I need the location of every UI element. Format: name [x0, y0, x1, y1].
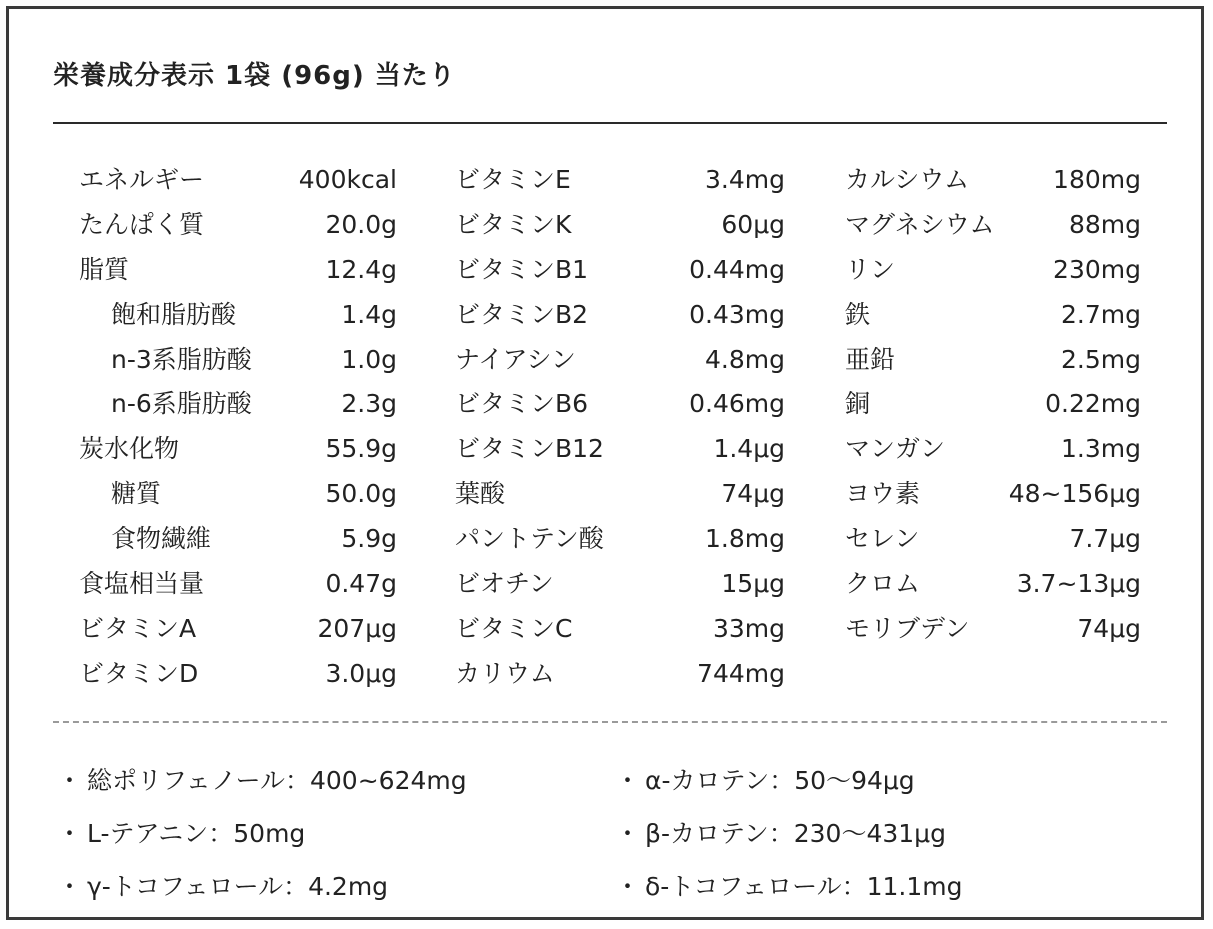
nutrient-name: 銅: [845, 389, 871, 419]
nutrient-value: 15μg: [721, 569, 785, 599]
nutrient-row: [455, 517, 785, 562]
nutrient-name: クロム: [845, 569, 921, 599]
nutrient-value: 55.9g: [325, 434, 397, 464]
note-item: [615, 807, 962, 860]
nutrient-row: [455, 652, 785, 697]
note-item: [57, 807, 467, 860]
nutrient-row: [845, 338, 1141, 383]
nutrient-row: [79, 517, 397, 562]
nutrient-value: 0.44mg: [689, 254, 785, 284]
nutrient-row: [845, 427, 1141, 472]
nutrient-name: ビタミンD: [79, 658, 199, 688]
nutrient-value: 50.0g: [325, 479, 397, 509]
nutrient-name: ビタミンB1: [455, 254, 589, 284]
bullet: ・: [615, 819, 641, 848]
note-item: [57, 860, 467, 913]
nutrient-name: 亜鉛: [845, 344, 896, 374]
nutrient-row: [845, 248, 1141, 293]
note-text: L-テアニン：50mg: [87, 819, 306, 848]
nutrient-name: ビタミンA: [79, 613, 197, 643]
nutrient-row: [845, 158, 1141, 203]
nutrient-value: 1.4μg: [713, 434, 785, 464]
nutrient-name: 鉄: [845, 299, 871, 329]
nutrient-name: 飽和脂肪酸: [111, 299, 237, 329]
nutrient-name: 食塩相当量: [79, 569, 205, 599]
nutrient-name: マンガン: [845, 434, 946, 464]
nutrient-value: 3.0μg: [325, 658, 397, 688]
nutrient-name: n-3系脂肪酸: [111, 344, 252, 374]
nutrient-row: [79, 652, 397, 697]
note-item: [615, 754, 962, 807]
nutrient-name: マグネシウム: [845, 209, 995, 239]
nutrient-name: ビタミンB12: [455, 434, 604, 464]
nutrient-value: 0.46mg: [689, 389, 785, 419]
notes-divider: [53, 721, 1167, 723]
nutrient-row: [79, 607, 397, 652]
nutrient-value: 230mg: [1053, 254, 1141, 284]
nutrient-row: [455, 427, 785, 472]
nutrient-row: [79, 338, 397, 383]
nutrient-row: [845, 517, 1141, 562]
nutrient-value: 4.8mg: [705, 344, 785, 374]
nutrient-value: 33mg: [712, 613, 785, 643]
nutrient-name: 葉酸: [455, 479, 506, 509]
note-text: α-カロテン：50〜94μg: [645, 766, 915, 795]
nutrient-name: ビタミンK: [455, 209, 572, 239]
note-item: [615, 860, 962, 913]
nutrient-name: ヨウ素: [845, 479, 921, 509]
nutrient-value: 3.7~13μg: [1016, 569, 1141, 599]
nutrient-value: 74μg: [1077, 613, 1141, 643]
bullet: ・: [57, 819, 83, 848]
nutrient-name: ナイアシン: [455, 344, 576, 374]
notes-left: [57, 754, 467, 913]
nutrient-value: 2.5mg: [1061, 344, 1141, 374]
nutrient-name: たんぱく質: [79, 209, 205, 239]
nutrient-value: 48~156μg: [1008, 479, 1141, 509]
nutrient-name: エネルギー: [79, 165, 205, 194]
nutrient-name: ビオチン: [455, 569, 554, 599]
nutrient-row: [79, 293, 397, 338]
nutrient-row: [79, 562, 397, 607]
nutrient-value: 1.0g: [341, 344, 397, 374]
nutrient-value: 88mg: [1068, 209, 1141, 239]
nutrient-row: [455, 607, 785, 652]
bullet: ・: [615, 872, 641, 901]
nutrient-value: 1.3mg: [1061, 434, 1141, 464]
nutrient-row: [845, 293, 1141, 338]
nutrient-value: 2.3g: [341, 389, 397, 419]
nutrient-row: [79, 248, 397, 293]
note-text: β-カロテン：230〜431μg: [645, 819, 946, 848]
nutrient-row: [845, 382, 1141, 427]
note-item: [57, 754, 467, 807]
nutrient-row: [845, 472, 1141, 517]
nutrient-name: リン: [845, 254, 896, 284]
nutrient-name: 脂質: [79, 254, 130, 284]
nutrient-name: ビタミンB2: [455, 299, 589, 329]
nutrient-name: 炭水化物: [79, 434, 180, 464]
nutrient-row: [455, 248, 785, 293]
nutrient-value: 2.7mg: [1061, 299, 1141, 329]
nutrient-name: ビタミンB6: [455, 389, 589, 419]
nutrient-column-2: [455, 158, 785, 697]
nutrient-name: ビタミンC: [455, 613, 573, 643]
nutrient-row: [79, 158, 397, 203]
nutrient-value: 0.22mg: [1045, 389, 1141, 419]
bullet: ・: [615, 766, 641, 795]
nutrient-value: 744mg: [697, 658, 785, 688]
nutrient-column-3: [845, 158, 1141, 652]
nutrient-row: [455, 338, 785, 383]
nutrient-value: 1.4g: [341, 299, 397, 329]
note-text: 総ポリフェノール：400~624mg: [87, 766, 467, 795]
nutrient-row: [455, 293, 785, 338]
nutrient-name: カルシウム: [845, 165, 970, 194]
nutrient-row: [845, 607, 1141, 652]
nutrient-value: 400kcal: [298, 165, 397, 194]
nutrient-value: 0.47g: [325, 569, 397, 599]
nutrient-value: 7.7μg: [1069, 524, 1141, 554]
nutrient-name: カリウム: [455, 658, 555, 688]
note-text: γ-トコフェロール：4.2mg: [87, 872, 389, 901]
nutrient-row: [79, 472, 397, 517]
nutrient-value: 20.0g: [325, 209, 397, 239]
nutrition-facts-panel: [6, 6, 1204, 920]
nutrient-name: n-6系脂肪酸: [111, 389, 252, 419]
notes-right: [615, 754, 962, 913]
nutrient-row: [455, 472, 785, 517]
nutrient-value: 3.4mg: [705, 165, 785, 194]
nutrient-value: 12.4g: [325, 254, 397, 284]
nutrient-value: 5.9g: [341, 524, 397, 554]
bullet: ・: [57, 766, 83, 795]
nutrient-value: 180mg: [1053, 165, 1141, 194]
nutrient-value: 60μg: [721, 209, 785, 239]
nutrient-row: [455, 203, 785, 248]
note-text: δ-トコフェロール：11.1mg: [645, 872, 963, 901]
bullet: ・: [57, 872, 83, 901]
nutrient-name: 食物繊維: [111, 524, 212, 554]
nutrient-row: [845, 203, 1141, 248]
nutrient-column-1: [79, 158, 397, 697]
nutrient-value: 74μg: [721, 479, 785, 509]
nutrient-name: セレン: [845, 524, 920, 554]
nutrient-row: [455, 382, 785, 427]
nutrient-row: [845, 562, 1141, 607]
nutrient-value: 0.43mg: [689, 299, 785, 329]
nutrient-row: [455, 158, 785, 203]
nutrient-value: 1.8mg: [705, 524, 785, 554]
nutrient-name: モリブデン: [845, 613, 970, 643]
nutrient-row: [79, 382, 397, 427]
title-divider: [53, 122, 1167, 124]
nutrient-name: 糖質: [111, 479, 162, 509]
nutrient-name: パントテン酸: [455, 524, 604, 554]
nutrient-name: ビタミンE: [455, 165, 571, 194]
nutrient-row: [79, 203, 397, 248]
nutrient-row: [455, 562, 785, 607]
nutrient-row: [79, 427, 397, 472]
panel-title: 栄養成分表示 1袋 (96g) 当たり: [53, 61, 456, 91]
nutrient-value: 207μg: [317, 613, 397, 643]
